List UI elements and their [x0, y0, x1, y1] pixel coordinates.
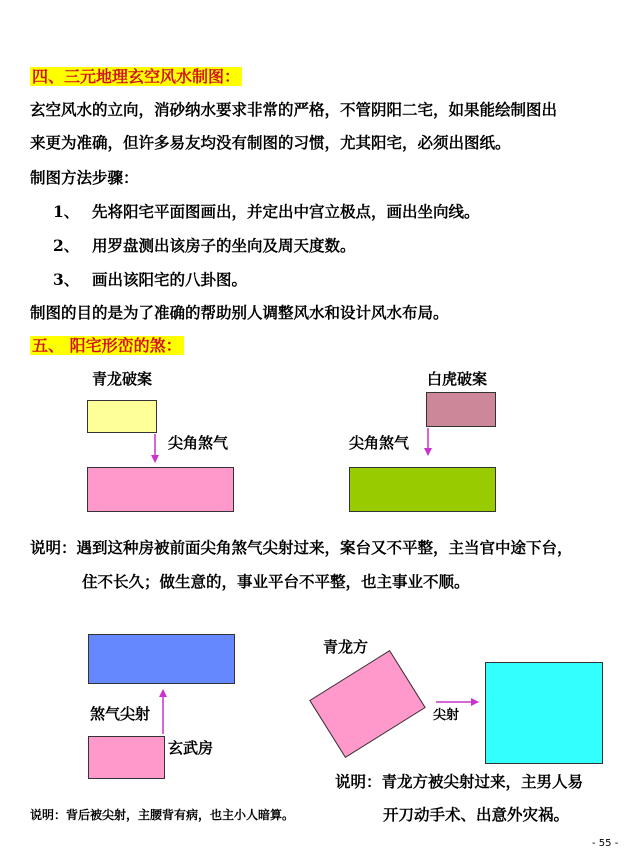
step-2-number: 2、 — [53, 236, 80, 255]
section4-para1-line2: 来更为准确，但许多易友均没有制图的习惯，尤其阳宅，必须出图纸。 — [30, 133, 511, 152]
diagram2-title: 白虎破案 — [427, 370, 488, 388]
page-number: - 55 - — [592, 838, 619, 849]
step-1-text: 先将阳宅平面图画出，并定出中宫立极点，画出坐向线。 — [92, 202, 480, 221]
diagram3-arrow-label: 煞气尖射 — [90, 705, 151, 723]
step-2-text: 用罗盘测出该房子的坐向及周天度数。 — [92, 236, 356, 255]
purpose-text: 制图的目的是为了准确的帮助别人调整风水和设计风水布局。 — [30, 303, 449, 322]
diagram1-title: 青龙破案 — [92, 370, 153, 388]
note2-line1: 说明：青龙方被尖射过来，主男人易 — [335, 772, 584, 791]
diagram3-house-label: 玄武房 — [168, 739, 214, 757]
diagram2-arrow-label: 尖角煞气 — [349, 434, 410, 452]
step-3-number: 3、 — [53, 270, 80, 289]
section4-heading: 四、三元地理玄空风水制图： — [32, 67, 241, 86]
note2-line2: 开刀动手术、出意外灾祸。 — [383, 805, 570, 824]
section5-heading: 五、 阳宅形峦的煞： — [32, 336, 182, 355]
step-1-number: 1、 — [53, 202, 80, 221]
diagram1-arrow-label: 尖角煞气 — [168, 434, 229, 452]
note3: 说明：背后被尖射，主腰背有病，也主小人暗算。 — [30, 808, 295, 822]
diagram4-title: 青龙方 — [323, 638, 369, 656]
diagram4-arrow-label: 尖射 — [433, 708, 460, 723]
step-3-text: 画出该阳宅的八卦图。 — [92, 270, 248, 289]
note1-line1: 说明：遇到这种房被前面尖角煞气尖射过来，案台又不平整，主当官中途下台， — [30, 538, 573, 557]
section4-para1-line1: 玄空风水的立向，消砂纳水要求非常的严格，不管阴阳二宅，如果能绘制图出 — [30, 100, 558, 119]
steps-title: 制图方法步骤： — [30, 168, 139, 187]
note1-line2: 住不长久；做生意的，事业平台不平整，也主事业不顺。 — [82, 572, 470, 591]
